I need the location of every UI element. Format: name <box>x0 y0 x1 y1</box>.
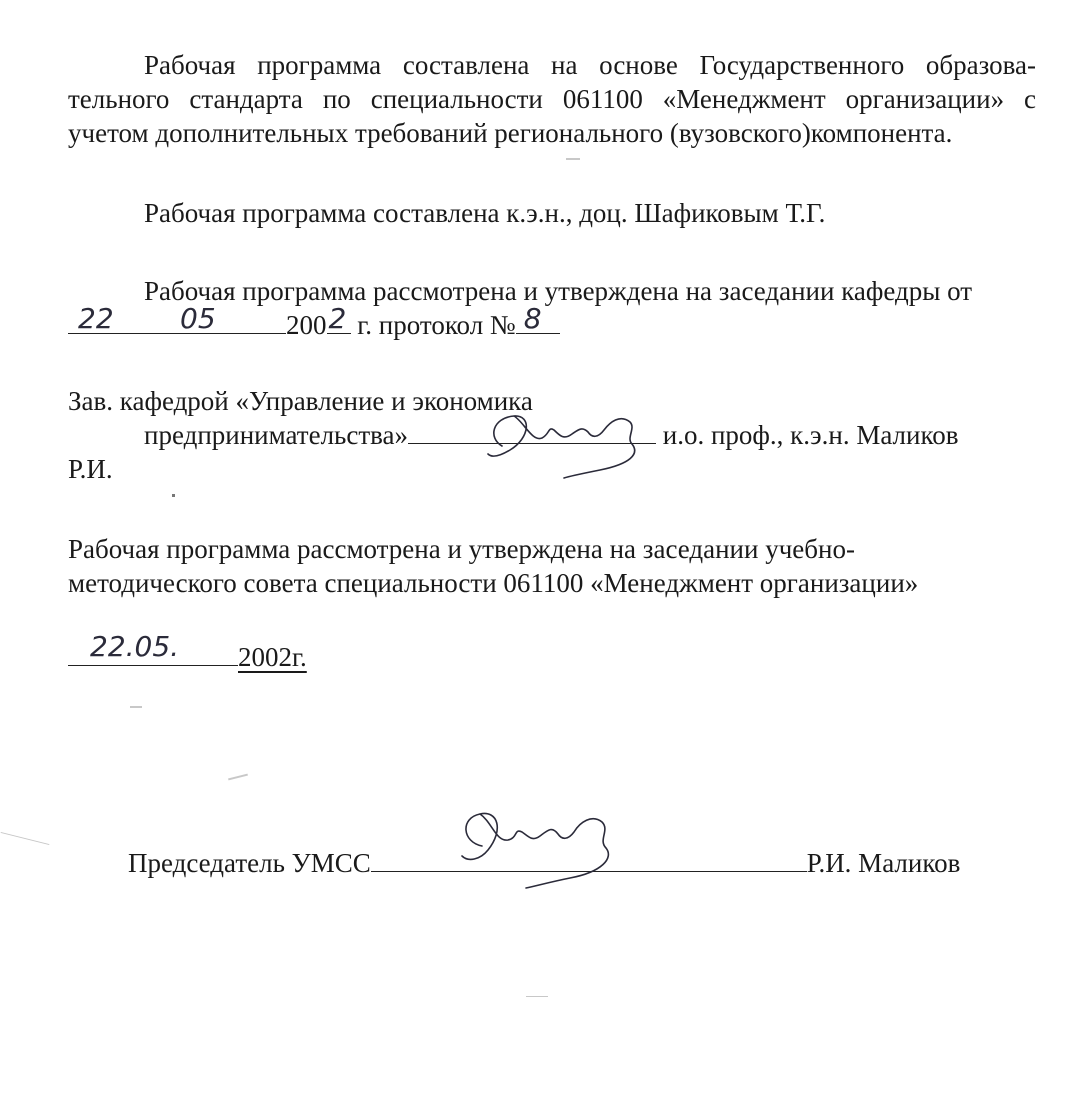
dept-meeting-date-blank <box>68 302 286 335</box>
head-title-name: и.о. проф., к.э.н. Маликов <box>656 420 959 450</box>
para1-line2: тельного стандарта по специальности 061100 «Менеджмент организации» с <box>68 84 1036 114</box>
scan-speck <box>172 494 175 497</box>
protocol-label: г. протокол № <box>350 310 516 340</box>
para2-author: Рабочая программа составлена к.э.н., доц. Шафиковым Т.Г. <box>144 198 826 228</box>
para3-date-line <box>68 302 560 342</box>
council-date-handwritten: 22.05. <box>90 630 180 663</box>
chairman-signature-image <box>452 806 632 890</box>
scan-speck <box>130 706 142 708</box>
year-digit-blank <box>327 302 351 335</box>
protocol-number-blank <box>516 302 560 335</box>
year-digit-handwritten: 2 <box>328 302 347 335</box>
scan-speck <box>566 158 580 160</box>
para1-line3: учетом дополнительных требований регионального (вузовского)компонента. <box>68 118 953 148</box>
para1-line1-text: Рабочая программа составлена на основе Государственного образова- <box>144 50 1036 80</box>
dept-name-end: предпринимательства» <box>144 420 409 450</box>
para3-line1: Рабочая программа рассмотрена и утверждена на заседании кафедры от <box>144 276 973 306</box>
council-date-blank <box>68 630 238 666</box>
para1-line1 <box>68 48 1036 82</box>
para4-line1: Рабочая программа рассмотрена и утверждена на заседании учебно- <box>68 534 855 564</box>
head-signature-image <box>480 408 670 488</box>
chairman-name: Р.И. Маликов <box>806 848 961 878</box>
council-date-line <box>68 630 307 674</box>
year-prefix: 200 <box>286 310 327 340</box>
para4-line2: методического совета специальности 061100 «Менеджмент организации» <box>68 568 919 598</box>
scan-speck <box>228 774 248 781</box>
protocol-number-handwritten: 8 <box>523 302 542 335</box>
scan-speck <box>526 996 548 997</box>
chairman-label: Председатель УМСС <box>128 848 371 878</box>
head-of-dept-line1: Зав. кафедрой «Управление и экономика <box>68 386 533 416</box>
head-of-dept-line3: Р.И. <box>68 454 113 484</box>
dept-date-month: 05 <box>180 302 216 335</box>
scan-speck <box>1 832 50 845</box>
dept-date-day: 22 <box>78 302 114 335</box>
council-date-year: 2002г. <box>238 642 307 672</box>
